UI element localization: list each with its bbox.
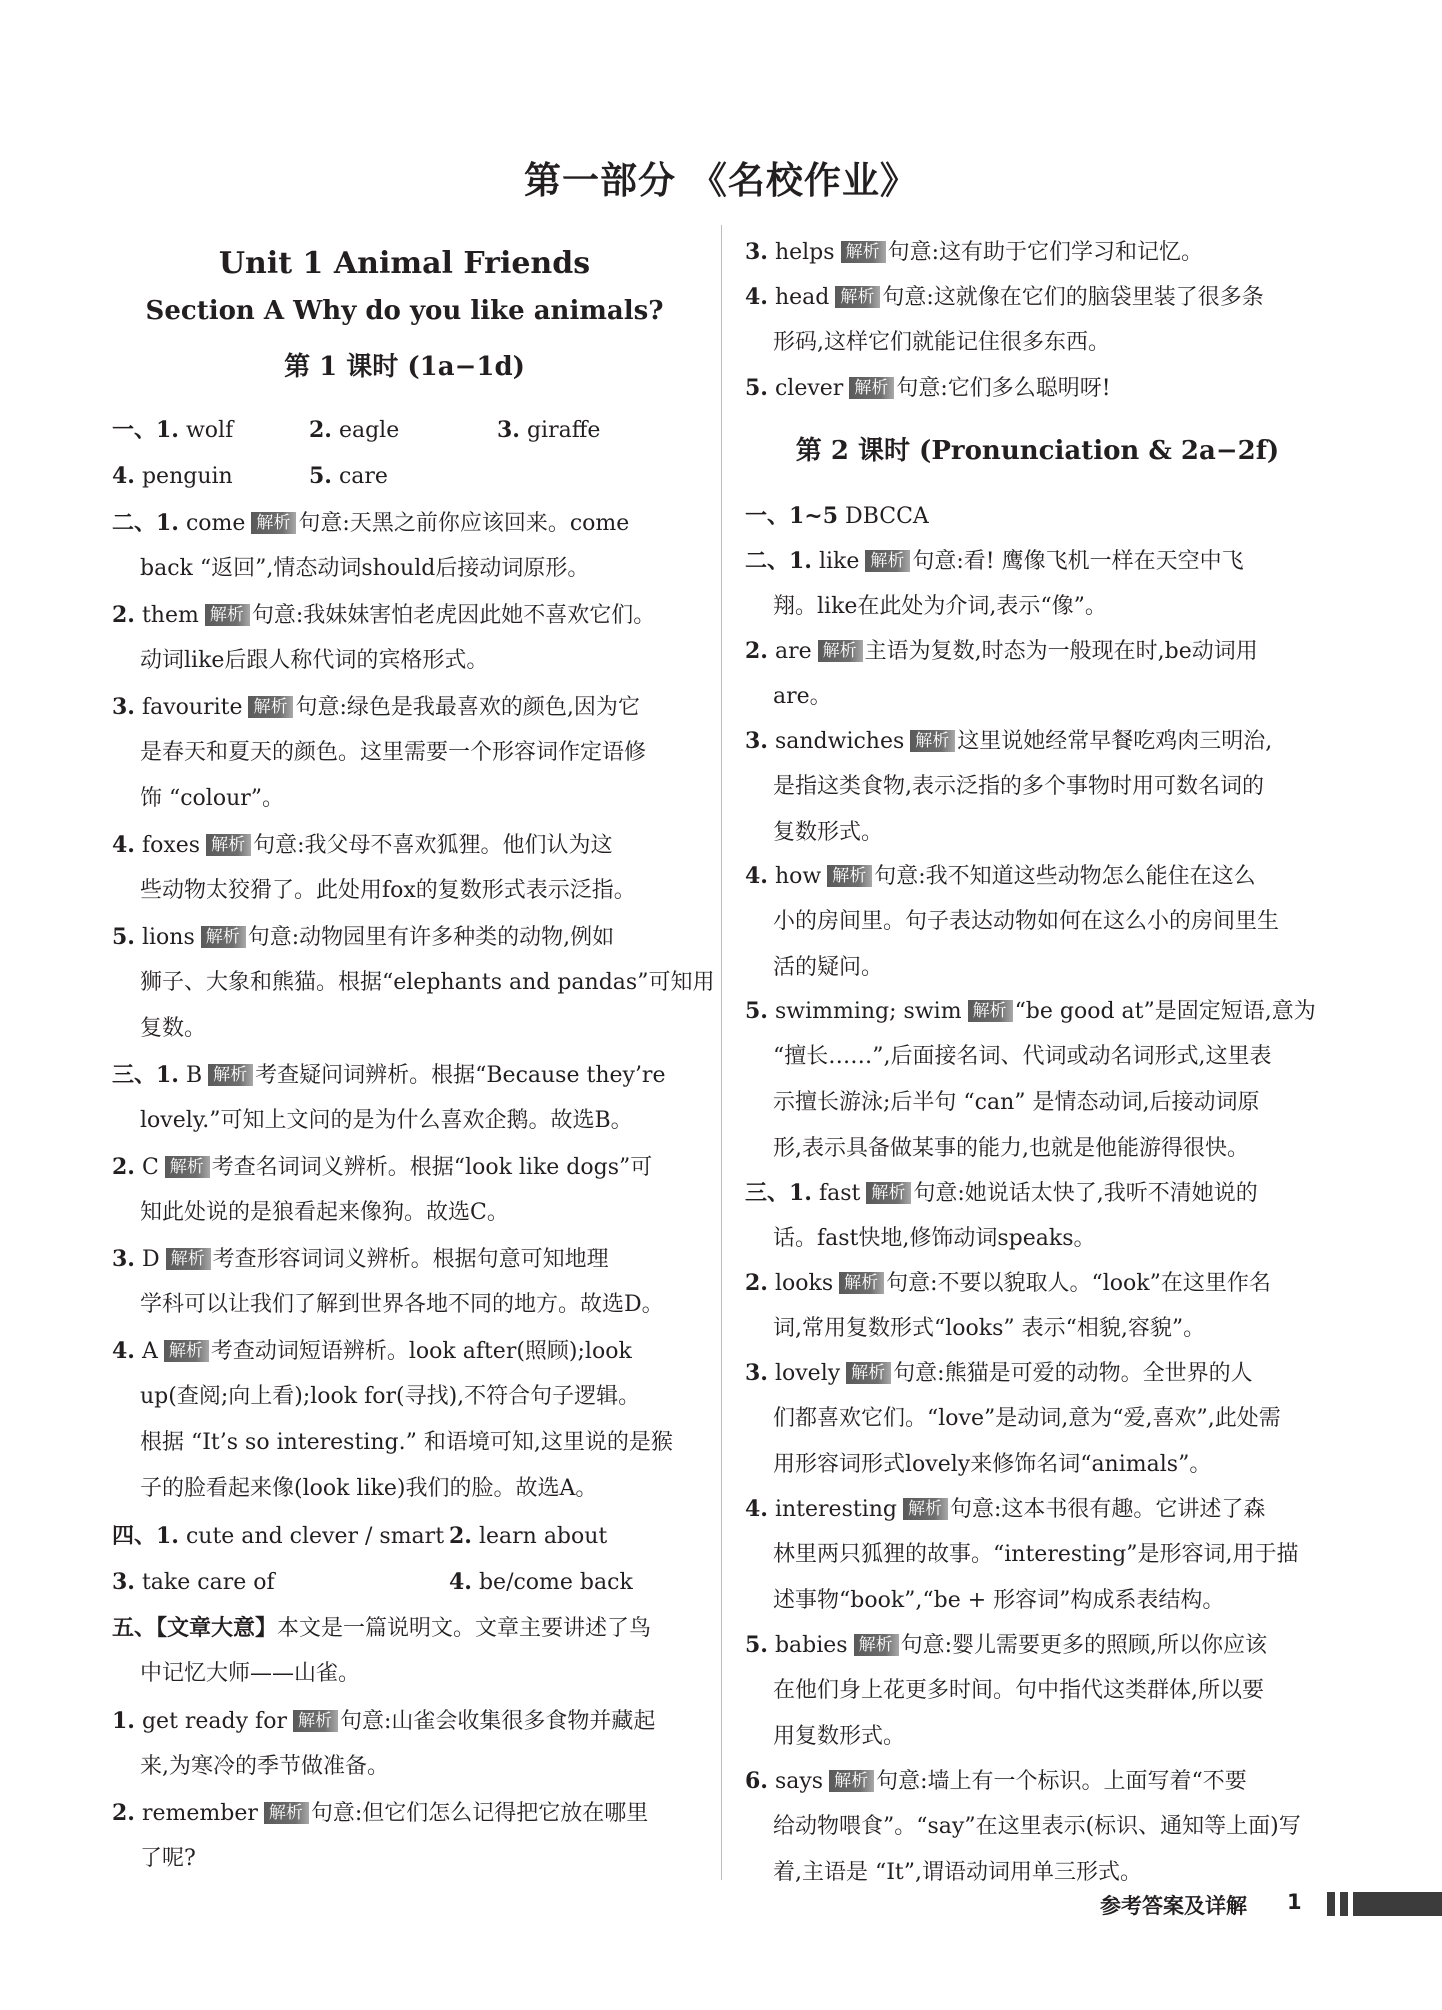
answer-item [112, 1152, 652, 1183]
analysis-tag: 解析 [827, 865, 872, 887]
question-number: 3. [745, 1360, 768, 1386]
explanation-text: 林里两只狐狸的故事。“interesting”是形容词,用于描 [773, 1542, 1299, 1567]
footer-label: 参考答案及详解 [1100, 1894, 1247, 1918]
analysis-tag: 解析 [968, 1000, 1013, 1022]
question-number: 4. [449, 1569, 472, 1595]
explanation-line [773, 1134, 1249, 1164]
question-number: 2. [112, 1800, 135, 1826]
answer-item [745, 861, 1256, 892]
answer-text: remember [134, 1801, 258, 1826]
answer-text: eagle [331, 418, 400, 443]
explanation-text: 句意:她说话太快了,我听不清她说的 [913, 1181, 1258, 1206]
answer-text: learn about [471, 1524, 608, 1549]
answer-item [745, 1358, 1253, 1389]
answer-item [745, 1268, 1271, 1299]
explanation-text: 词,常用复数形式“looks” 表示“相貌,容貌”。 [773, 1316, 1206, 1341]
explanation-text: up(查阅;向上看);look for(寻找),不符合句子逻辑。 [140, 1384, 641, 1409]
explanation-text: 复数形式。 [773, 820, 884, 845]
explanation-text: 句意:我妹妹害怕老虎因此她不喜欢它们。 [251, 603, 656, 628]
explanation-text: 这里说她经常早餐吃鸡肉三明治, [957, 729, 1273, 754]
answer-text: them [134, 603, 199, 628]
explanation-line [773, 1450, 1211, 1480]
question-number: 二、1. [745, 548, 812, 574]
answer-text: helps [767, 240, 835, 265]
explanation-text: 示擅长游泳;后半句 “can” 是情态动词,后接动词原 [773, 1090, 1260, 1115]
question-number: 三、1. [112, 1062, 179, 1088]
answer-item [745, 1494, 1265, 1525]
question-number: 四、1. [112, 1523, 179, 1549]
question-number: 4. [112, 463, 135, 489]
explanation-text: 形,表示具备做某事的能力,也就是他能游得很快。 [773, 1136, 1249, 1161]
explanation-text: 形码,这样它们就能记住很多东西。 [773, 330, 1110, 355]
explanation-text: 考查名词词义辨析。根据“look like dogs”可 [211, 1155, 653, 1180]
explanation-text: 在他们身上花更多时间。句中指代这类群体,所以要 [773, 1678, 1264, 1703]
answer-item [745, 1766, 1247, 1797]
explanation-line [773, 1042, 1271, 1072]
explanation-text: 中记忆大师——山雀。 [140, 1661, 361, 1686]
explanation-text: 用复数形式。 [773, 1724, 906, 1749]
answer-text: DBCCA [838, 504, 929, 529]
explanation-text: 主语为复数,时态为一般现在时,be动词用 [864, 639, 1258, 664]
question-number: 4. [745, 284, 768, 310]
analysis-tag: 解析 [846, 1362, 891, 1384]
answer-text: sandwiches [767, 729, 905, 754]
answer-text: penguin [134, 464, 233, 489]
question-number: 3. [112, 1246, 135, 1272]
answer-text: interesting [767, 1497, 897, 1522]
explanation-line [140, 1752, 389, 1782]
analysis-tag: 解析 [165, 1156, 210, 1178]
explanation-line [140, 554, 589, 584]
question-number: 二、1. [112, 510, 179, 536]
analysis-tag: 解析 [164, 1340, 209, 1362]
explanation-line [773, 1812, 1301, 1842]
answer-text: like [811, 549, 860, 574]
analysis-tag: 解析 [818, 640, 863, 662]
explanation-text: are。 [773, 684, 832, 709]
answer-item [112, 1244, 609, 1275]
explanation-text: 给动物喂食”。“say”在这里表示(标识、通知等上面)写 [773, 1814, 1301, 1839]
question-number: 2. [449, 1523, 472, 1549]
analysis-tag: 解析 [866, 1182, 911, 1204]
explanation-text: 句意:婴儿需要更多的照顾,所以你应该 [900, 1633, 1268, 1658]
question-number: 4. [112, 832, 135, 858]
explanation-line [773, 682, 832, 712]
analysis-tag: 解析 [166, 1248, 211, 1270]
answer-entry [449, 1521, 607, 1552]
answer-item [112, 830, 613, 861]
explanation-text: 们都喜欢它们。“love”是动词,意为“爱,喜欢”,此处需 [773, 1406, 1281, 1431]
answer-item [745, 373, 1111, 404]
question-number: 5. [745, 375, 768, 401]
explanation-text: 考查形容词词义辨析。根据句意可知地理 [212, 1247, 609, 1272]
explanation-text: 是春天和夏天的颜色。这里需要一个形容词作定语修 [140, 740, 647, 765]
question-number: 一、1~5 [745, 503, 839, 529]
answer-text: lovely [767, 1361, 841, 1386]
question-number: 一、1. [112, 417, 179, 443]
analysis-tag: 解析 [293, 1710, 338, 1732]
explanation-line [773, 1314, 1205, 1344]
answer-entry [745, 501, 929, 532]
answer-text: fast [811, 1181, 861, 1206]
answer-item [112, 508, 629, 539]
analysis-tag: 解析 [854, 1634, 899, 1656]
analysis-tag: 解析 [201, 926, 246, 948]
answer-text: are [767, 639, 812, 664]
explanation-line [773, 1404, 1281, 1434]
explanation-line [773, 953, 883, 983]
explanation-line [140, 1014, 206, 1044]
explanation-text: 根据 “It’s so interesting.” 和语境可知,这里说的是猴 [140, 1430, 673, 1455]
answer-item [112, 1706, 655, 1737]
question-number: 2. [112, 1154, 135, 1180]
explanation-text: 句意:动物园里有许多种类的动物,例如 [247, 925, 615, 950]
question-number: 3. [745, 728, 768, 754]
explanation-line [773, 592, 1107, 622]
page-number: 1 [1287, 1890, 1302, 1914]
explanation-text: 句意:墙上有一个标识。上面写着“不要 [876, 1769, 1247, 1794]
analysis-tag: 解析 [264, 1802, 309, 1824]
explanation-text: 句意:天黑之前你应该回来。come [298, 511, 630, 536]
footer-bar [1353, 1892, 1442, 1916]
answer-item [745, 546, 1244, 577]
question-number: 4. [112, 1338, 135, 1364]
answer-text: babies [767, 1633, 848, 1658]
answer-item [745, 282, 1264, 313]
explanation-text: “be good at”是固定短语,意为 [1014, 999, 1316, 1024]
answer-text: B [178, 1063, 203, 1088]
explanation-line [140, 784, 284, 814]
answer-item [745, 237, 1203, 268]
explanation-text: 学科可以让我们了解到世界各地不同的地方。故选D。 [140, 1292, 664, 1317]
explanation-text: 了呢? [140, 1846, 196, 1871]
answer-item [745, 1630, 1267, 1661]
explanation-text: 知此处说的是狼看起来像狗。故选C。 [140, 1200, 509, 1225]
answer-text: swimming; swim [767, 999, 962, 1024]
question-number: 2. [745, 638, 768, 664]
explanation-text: 狮子、大象和熊猫。根据“elephants and pandas”可知用 [140, 970, 715, 995]
analysis-tag: 解析 [841, 241, 886, 263]
explanation-text: 子的脸看起来像(look like)我们的脸。故选A。 [140, 1476, 598, 1501]
explanation-text: 些动物太狡猾了。此处用fox的复数形式表示泛指。 [140, 878, 636, 903]
answer-text: favourite [134, 695, 243, 720]
answer-text: come [178, 511, 246, 536]
explanation-text: 述事物“book”,“be + 形容词”构成系表结构。 [773, 1588, 1225, 1613]
explanation-line [773, 907, 1279, 937]
analysis-tag: 解析 [205, 604, 250, 626]
explanation-line [140, 1106, 633, 1136]
analysis-tag: 解析 [903, 1498, 948, 1520]
explanation-text: 着,主语是 “It”,谓语动词用单三形式。 [773, 1860, 1143, 1885]
question-number: 1. [112, 1708, 135, 1734]
page-title: 第一部分 《名校作业》 [524, 158, 918, 202]
question-number: 3. [112, 1569, 135, 1595]
explanation-line [140, 876, 636, 906]
explanation-line [773, 772, 1264, 802]
explanation-line [773, 1224, 1096, 1254]
explanation-text: 句意:这就像在它们的脑袋里装了很多条 [882, 285, 1264, 310]
explanation-text: 句意:看! 鹰像飞机一样在天空中飞 [912, 549, 1244, 574]
answer-text: lions [134, 925, 195, 950]
answer-item [112, 600, 655, 631]
explanation-line [773, 1088, 1260, 1118]
explanation-text: 是指这类食物,表示泛指的多个事物时用可数名词的 [773, 774, 1264, 799]
answer-item [745, 726, 1272, 757]
answer-text: be/come back [471, 1570, 633, 1595]
footer-bar-mark [1340, 1892, 1348, 1916]
question-number: 5. [745, 998, 768, 1024]
section-heading: Section A Why do you like animals? [145, 296, 664, 326]
unit-heading: Unit 1 Animal Friends [218, 246, 591, 281]
explanation-line [140, 968, 714, 998]
explanation-text: 句意:这本书很有趣。它讲述了森 [949, 1497, 1266, 1522]
answer-text: A [134, 1339, 158, 1364]
explanation-line [140, 1659, 360, 1689]
explanation-text: 话。fast快地,修饰动词speaks。 [773, 1226, 1096, 1251]
explanation-text: lovely.”可知上文问的是为什么喜欢企鹅。故选B。 [140, 1108, 633, 1133]
explanation-line [773, 1858, 1142, 1888]
footer-bar-mark [1327, 1892, 1335, 1916]
question-number: 三、1. [745, 1180, 812, 1206]
answer-entry [497, 415, 600, 446]
answer-item [112, 1060, 665, 1091]
explanation-text: 句意:我不知道这些动物怎么能住在这么 [874, 864, 1256, 889]
explanation-line [140, 738, 646, 768]
analysis-tag: 解析 [248, 696, 293, 718]
analysis-tag: 解析 [208, 1064, 253, 1086]
question-number: 5. [309, 463, 332, 489]
question-number: 5. [112, 924, 135, 950]
analysis-tag: 解析 [251, 512, 296, 534]
answer-text: D [134, 1247, 160, 1272]
question-number: 3. [745, 239, 768, 265]
explanation-text: 本文是一篇说明文。文章主要讲述了鸟 [277, 1616, 652, 1641]
explanation-text: 来,为寒冷的季节做准备。 [140, 1754, 389, 1779]
explanation-text: 活的疑问。 [773, 955, 884, 980]
analysis-tag: 解析 [206, 834, 251, 856]
lesson-heading: 第 2 课时 (Pronunciation & 2a−2f) [795, 436, 1280, 466]
answer-text: get ready for [134, 1709, 287, 1734]
answer-text: head [767, 285, 830, 310]
answer-text: take care of [134, 1570, 275, 1595]
explanation-text: 句意:但它们怎么记得把它放在哪里 [310, 1801, 649, 1826]
answer-text: looks [767, 1271, 834, 1296]
explanation-text: back “返回”,情态动词should后接动词原形。 [140, 556, 590, 581]
question-number: 2. [745, 1270, 768, 1296]
analysis-tag: 解析 [829, 1770, 874, 1792]
explanation-text: 句意:我父母不喜欢狐狸。他们认为这 [253, 833, 613, 858]
explanation-line [773, 1676, 1264, 1706]
explanation-line [140, 1290, 664, 1320]
explanation-text: 饰 “colour”。 [140, 786, 285, 811]
explanation-line [773, 1722, 905, 1752]
answer-text: how [767, 864, 822, 889]
explanation-text: 句意:山雀会收集很多食物并藏起 [339, 1709, 656, 1734]
answer-text: says [767, 1769, 824, 1794]
question-number: 4. [745, 863, 768, 889]
answer-item [745, 996, 1316, 1027]
explanation-text: 句意:这有助于它们学习和记忆。 [887, 240, 1203, 265]
question-number: 4. [745, 1496, 768, 1522]
answer-text: care [331, 464, 388, 489]
explanation-text: 句意:熊猫是可爱的动物。全世界的人 [893, 1361, 1253, 1386]
question-number: 五、【文章大意】 [112, 1615, 278, 1641]
question-number: 6. [745, 1768, 768, 1794]
answer-entry [112, 415, 233, 446]
answer-entry [112, 461, 233, 492]
explanation-line [140, 1428, 673, 1458]
answer-item [112, 1336, 632, 1367]
explanation-text: 小的房间里。句子表达动物如何在这么小的房间里生 [773, 909, 1280, 934]
explanation-text: 考查疑问词辨析。根据“Because they’re [255, 1063, 666, 1088]
explanation-line [773, 328, 1110, 358]
lesson-heading: 第 1 课时 (1a−1d) [284, 352, 525, 382]
question-number: 2. [309, 417, 332, 443]
answer-entry [112, 1521, 444, 1552]
analysis-tag: 解析 [835, 286, 880, 308]
explanation-text: 考查动词短语辨析。look after(照顾);look [210, 1339, 632, 1364]
analysis-tag: 解析 [865, 550, 910, 572]
analysis-tag: 解析 [839, 1272, 884, 1294]
answer-entry [449, 1567, 633, 1598]
analysis-tag: 解析 [910, 730, 955, 752]
answer-item [745, 636, 1258, 667]
explanation-text: 句意:绿色是我最喜欢的颜色,因为它 [295, 695, 640, 720]
answer-text: cute and clever / smart [178, 1524, 445, 1549]
explanation-text: 复数。 [140, 1016, 207, 1041]
question-number: 5. [745, 1632, 768, 1658]
answer-text: foxes [134, 833, 201, 858]
explanation-line [140, 646, 488, 676]
explanation-line [140, 1474, 597, 1504]
explanation-text: 动词like后跟人称代词的宾格形式。 [140, 648, 489, 673]
answer-item [745, 1178, 1258, 1209]
answer-text: C [134, 1155, 159, 1180]
answer-entry [112, 1567, 275, 1598]
question-number: 3. [112, 694, 135, 720]
explanation-text: 用形容词形式lovely来修饰名词“animals”。 [773, 1452, 1212, 1477]
analysis-tag: 解析 [849, 377, 894, 399]
answer-item [112, 1798, 648, 1829]
explanation-line [140, 1844, 196, 1874]
explanation-line [773, 818, 883, 848]
question-number: 2. [112, 602, 135, 628]
explanation-line [140, 1382, 640, 1412]
column-divider [721, 225, 722, 1880]
answer-item [112, 922, 614, 953]
question-number: 3. [497, 417, 520, 443]
explanation-line [773, 1586, 1224, 1616]
explanation-text: 翔。like在此处为介词,表示“像”。 [773, 594, 1107, 619]
answer-item [112, 692, 640, 723]
explanation-text: “擅长……”,后面接名词、代词或动名词形式,这里表 [773, 1044, 1272, 1069]
answer-text: clever [767, 376, 844, 401]
answer-text: wolf [178, 418, 234, 443]
explanation-line [140, 1198, 509, 1228]
answer-item [112, 1613, 651, 1644]
answer-text: giraffe [519, 418, 601, 443]
explanation-text: 句意:不要以貌取人。“look”在这里作名 [886, 1271, 1271, 1296]
explanation-line [773, 1540, 1299, 1570]
answer-entry [309, 415, 399, 446]
answer-entry [309, 461, 388, 492]
explanation-text: 句意:它们多么聪明呀! [896, 376, 1111, 401]
